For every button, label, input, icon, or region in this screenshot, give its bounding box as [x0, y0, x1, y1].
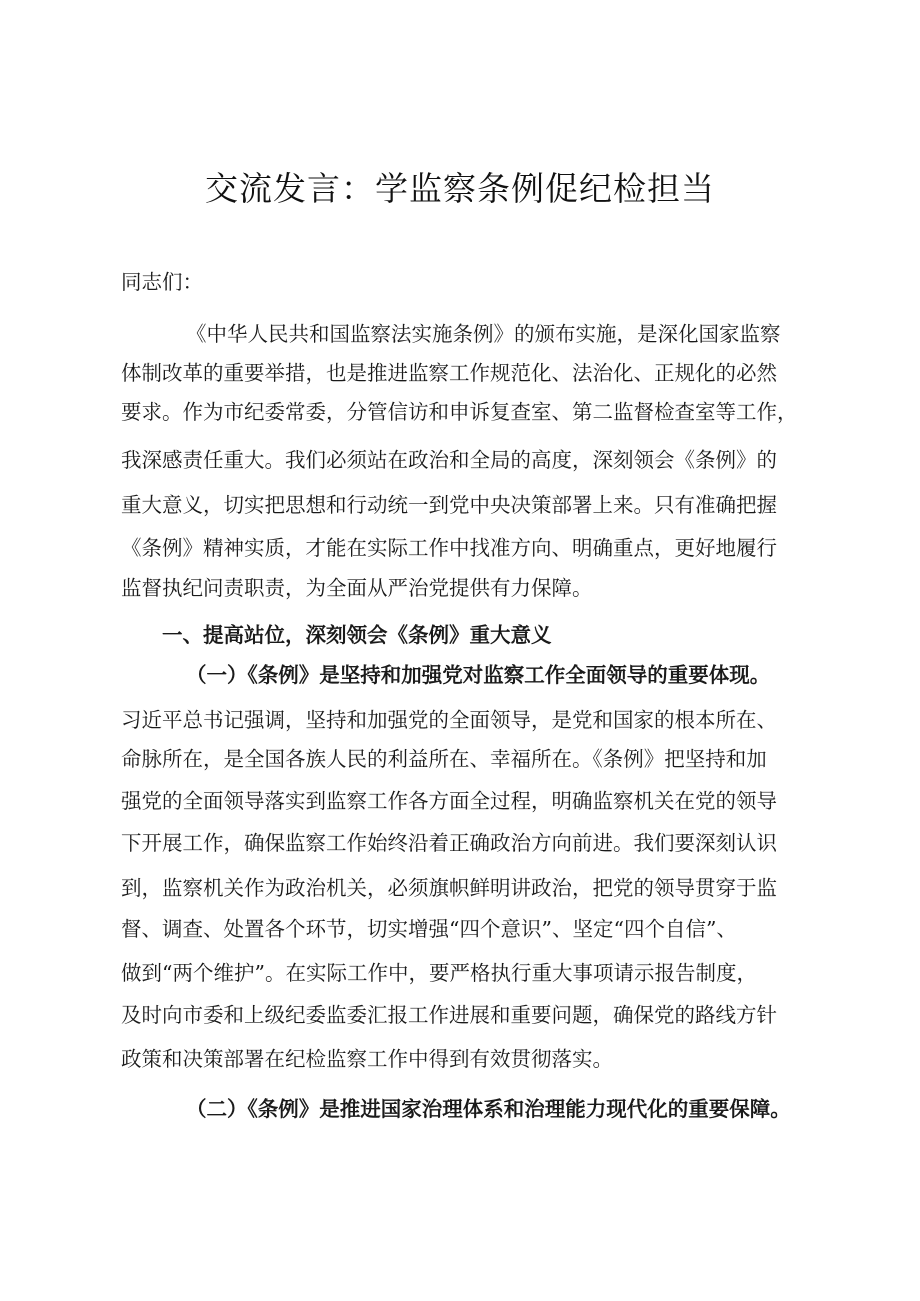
intro-line: 重大意义，切实把思想和行动统一到党中央决策部署上来。只有准确把握	[121, 493, 777, 517]
body-line: 下开展工作，确保监察工作始终沿着正确政治方向前进。我们要深刻认识	[121, 831, 777, 855]
body-line: 命脉所在，是全国各族人民的利益所在、幸福所在。《条例》把坚持和加	[121, 747, 767, 771]
intro-line: 《中华人民共和国监察法实施条例》的颁布实施，是深化国家监察	[186, 322, 781, 346]
body-line: 督、调查、处置各个环节，切实增强“四个意识”、坚定“四个自信”、	[121, 917, 737, 941]
body-line: 习近平总书记强调，坚持和加强党的全面领导，是党和国家的根本所在、	[121, 708, 777, 732]
intro-line: 要求。作为市纪委常委，分管信访和申诉复查室、第二监督检查室等工作，	[121, 400, 798, 424]
body-line: 做到“两个维护”。在实际工作中，要严格执行重大事项请示报告制度，	[121, 961, 757, 985]
body-line: 到，监察机关作为政治机关，必须旗帜鲜明讲政治，把党的领导贯穿于监	[121, 876, 777, 900]
body-line: 强党的全面领导落实到监察工作各方面全过程，明确监察机关在党的领导	[121, 789, 777, 813]
intro-line: 《条例》精神实质，才能在实际工作中找准方向、明确重点，更好地履行	[121, 536, 777, 560]
intro-line: 监督执纪问责职责，为全面从严治党提供有力保障。	[121, 576, 593, 600]
section-heading: 一、提高站位，深刻领会《条例》重大意义	[162, 623, 552, 647]
subsection-heading: （一）《条例》是坚持和加强党对监察工作全面领导的重要体现。	[186, 663, 771, 687]
body-line: 政策和决策部署在纪检监察工作中得到有效贯彻落实。	[121, 1047, 613, 1071]
intro-line: 体制改革的重要举措，也是推进监察工作规范化、法治化、正规化的必然	[121, 361, 777, 385]
salutation: 同志们：	[121, 270, 203, 294]
intro-line: 我深感责任重大。我们必须站在政治和全局的高度，深刻领会《条例》的	[121, 448, 777, 472]
document-title: 交流发言：学监察条例促纪检担当	[205, 169, 715, 208]
body-line: 及时向市委和上级纪委监委汇报工作进展和重要问题，确保党的路线方针	[121, 1003, 777, 1027]
subsection-heading: （二）《条例》是推进国家治理体系和治理能力现代化的重要保障。	[186, 1097, 791, 1121]
